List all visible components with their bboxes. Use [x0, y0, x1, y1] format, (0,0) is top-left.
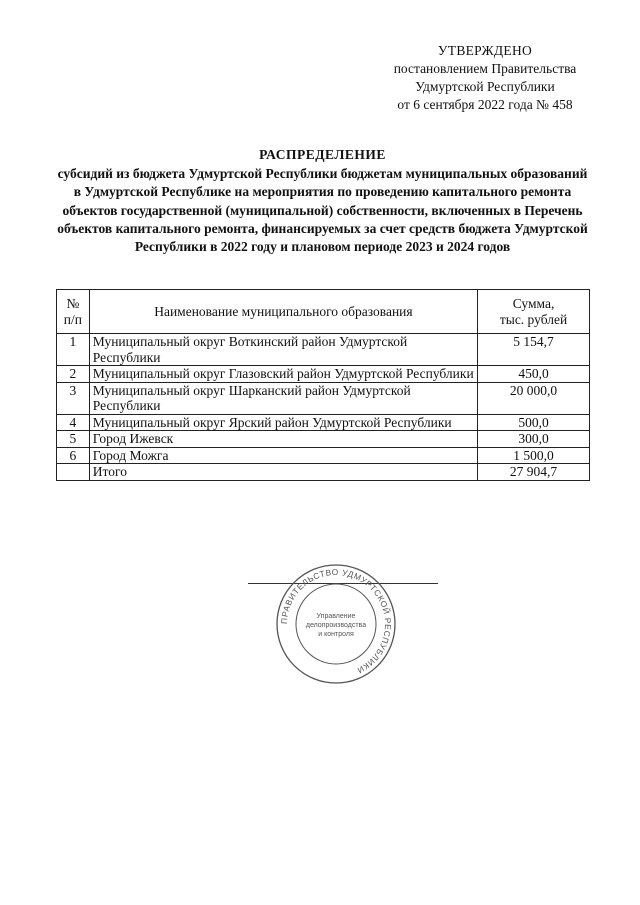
stamp-inner-text: делопроизводства: [305, 622, 367, 629]
table-row: [57, 366, 590, 383]
row-name: Муниципальный округ Ярский район Удмуртской Республики: [89, 414, 477, 431]
header-text: п/п: [63, 311, 82, 327]
table-row: [57, 334, 590, 366]
row-name: Город Можга: [89, 447, 477, 464]
table-row: [57, 382, 590, 414]
approval-line: Удмуртской Республики: [415, 79, 555, 94]
header-text: Сумма,: [512, 296, 555, 311]
row-number: 4: [57, 414, 90, 431]
column-header-number: [57, 290, 90, 334]
approval-line: постановлением Правительства: [393, 61, 577, 76]
row-name: Город Ижевск: [89, 431, 477, 448]
row-name: Муниципальный округ Глазовский район Удмуртской Республики: [89, 366, 477, 383]
document-subtitle-line: субсидий из бюджета Удмуртской Республики бюджетам муниципальных образований: [57, 166, 588, 182]
row-sum: 20 000,0: [478, 382, 590, 414]
total-label: Итого: [89, 464, 477, 481]
document-subtitle-line: Республики в 2022 году и плановом периоде 2023 и 2024 годов: [134, 239, 511, 255]
table-row: [57, 431, 590, 448]
round-stamp: [274, 562, 398, 686]
signature-stamp-area: [240, 562, 440, 690]
document-subtitle-line: в Удмуртской Республике на мероприятия по проведению капитального ремонта: [73, 184, 572, 200]
row-sum: 1 500,0: [478, 447, 590, 464]
stamp-ring-text: ПРАВИТЕЛЬСТВО УДМУРТСКОЙ РЕСПУБЛИКИ: [278, 566, 394, 676]
approval-block: [390, 42, 580, 114]
stamp-inner-text: и контроля: [318, 631, 354, 638]
total-number-cell: [57, 464, 90, 481]
row-number: 5: [57, 431, 90, 448]
table-header-row: [57, 290, 590, 334]
row-sum: 500,0: [478, 414, 590, 431]
table-row: [57, 447, 590, 464]
stamp-inner-text: Управление: [316, 613, 356, 620]
document-subtitle-line: объектов капитального ремонта, финансируемых за счет средств бюджета Удмуртской: [57, 220, 588, 236]
row-sum: 450,0: [478, 366, 590, 383]
approval-title: УТВЕРЖДЕНО: [437, 43, 533, 58]
row-name: Муниципальный округ Воткинский район Удмуртской Республики: [89, 334, 477, 366]
document-heading: [40, 146, 605, 256]
row-sum: 5 154,7: [478, 334, 590, 366]
column-header-sum: [478, 290, 590, 334]
document-subtitle-line: объектов государственной (муниципальной) собственности, включенных в Перечень: [62, 202, 583, 218]
row-sum: 300,0: [478, 431, 590, 448]
row-number: 1: [57, 334, 90, 366]
document-title: РАСПРЕДЕЛЕНИЕ: [259, 147, 386, 162]
distribution-table: [56, 289, 590, 481]
row-number: 3: [57, 382, 90, 414]
row-number: 2: [57, 366, 90, 383]
table-total-row: [57, 464, 590, 481]
table-row: [57, 414, 590, 431]
approval-date: от 6 сентября 2022 года № 458: [397, 97, 573, 112]
column-header-name: Наименование муниципального образования: [89, 290, 477, 334]
row-number: 6: [57, 447, 90, 464]
row-name: Муниципальный округ Шарканский район Удмуртской Республики: [89, 382, 477, 414]
total-sum: 27 904,7: [478, 464, 590, 481]
header-text: тыс. рублей: [499, 311, 568, 327]
header-text: №: [66, 296, 80, 311]
